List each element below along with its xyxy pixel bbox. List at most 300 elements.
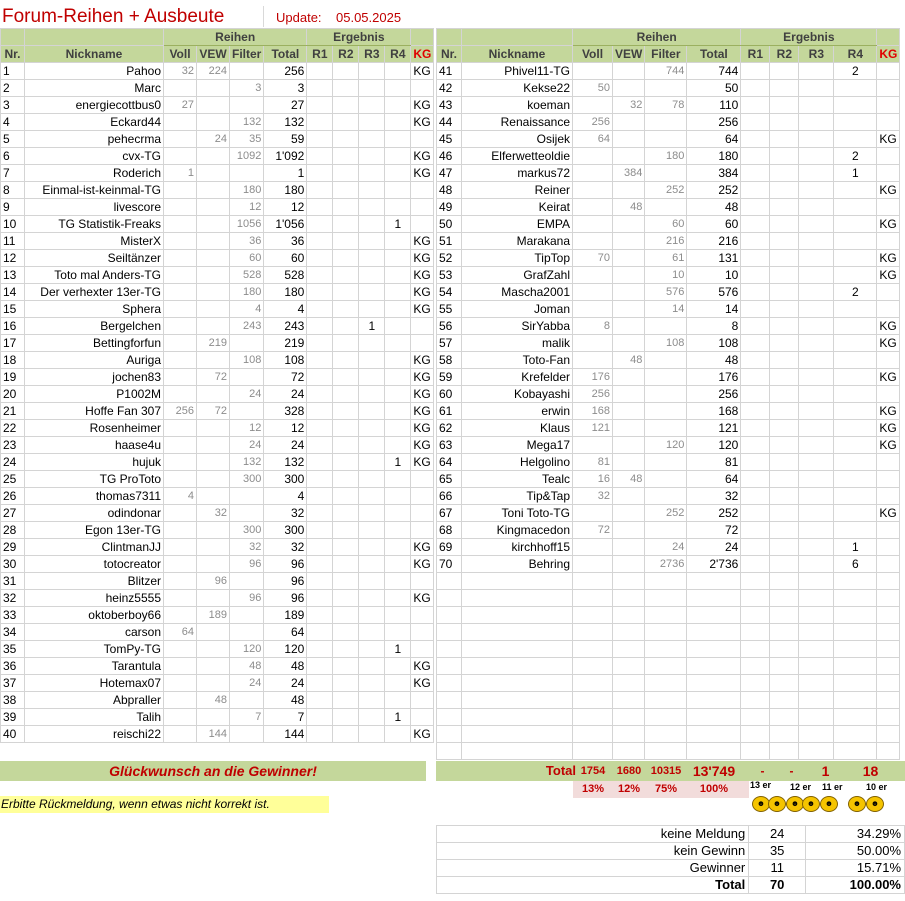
total-voll: 1754: [580, 765, 606, 777]
cell-r3: [359, 114, 385, 131]
cell-voll: [573, 437, 613, 454]
cell-r2: [770, 114, 799, 131]
cell-r1: [741, 148, 770, 165]
cell-vew: 224: [197, 63, 230, 80]
cell-filter: 108: [230, 352, 264, 369]
cell-r4: [385, 148, 411, 165]
cell-nick: TG ProToto: [25, 471, 164, 488]
cell-nick: Joman: [462, 301, 573, 318]
cell-kg: KG: [877, 403, 900, 420]
summary-count: 11: [749, 860, 806, 877]
summary-pct: 15.71%: [806, 860, 905, 877]
cell-r2: [333, 471, 359, 488]
totals-row: [436, 761, 905, 781]
empty-row: [437, 658, 900, 675]
empty-row: [437, 743, 900, 760]
cell-voll: 72: [573, 522, 613, 539]
cell-kg: KG: [877, 216, 900, 233]
cell-vew: [613, 284, 645, 301]
cell-r2: [770, 403, 799, 420]
cell-total: 1: [264, 165, 307, 182]
cell-voll: [164, 318, 197, 335]
cell-voll: [164, 692, 197, 709]
cell-nr: 22: [1, 420, 25, 437]
cell-kg: [411, 573, 434, 590]
cell-kg: KG: [411, 403, 434, 420]
cell-r2: [333, 97, 359, 114]
cell-voll: [164, 301, 197, 318]
cell-r3: [799, 420, 834, 437]
cell-total: 24: [264, 386, 307, 403]
cell-vew: 96: [197, 573, 230, 590]
cell-r2: [333, 590, 359, 607]
cell-r1: [307, 199, 333, 216]
cell-r2: [770, 539, 799, 556]
cell-r4: [834, 250, 877, 267]
cell-nr: 24: [1, 454, 25, 471]
cell-nick: hujuk: [25, 454, 164, 471]
cell-r1: [307, 97, 333, 114]
cell-total: 12: [264, 420, 307, 437]
cell-filter: 61: [645, 250, 687, 267]
cell-nick: GrafZahl: [462, 267, 573, 284]
cell-nr: 47: [437, 165, 462, 182]
empty-row: [437, 607, 900, 624]
cell-nick: MisterX: [25, 233, 164, 250]
right-table-body: [437, 63, 900, 760]
cell-r4: [834, 369, 877, 386]
12er-tag: 12 er: [790, 782, 812, 792]
summary-label: Total: [437, 877, 749, 894]
cell-voll: [573, 63, 613, 80]
cell-nr: 5: [1, 131, 25, 148]
cell-total: 96: [264, 590, 307, 607]
cell-filter: [230, 97, 264, 114]
percent-row: [573, 781, 749, 798]
cell-nick: Blitzer: [25, 573, 164, 590]
cell-vew: [197, 97, 230, 114]
cell-nick: odindonar: [25, 505, 164, 522]
left-standings-table: [0, 28, 434, 743]
table-row: [1, 420, 434, 437]
table-row: [1, 114, 434, 131]
cell-nr: 55: [437, 301, 462, 318]
total-r1: -: [760, 764, 765, 778]
cell-r3: [799, 114, 834, 131]
empty-row: [437, 641, 900, 658]
cell-total: 59: [264, 131, 307, 148]
cell-voll: [164, 539, 197, 556]
group-header-ergebnis: Ergebnis: [307, 29, 411, 46]
cell-r1: [307, 267, 333, 284]
cell-kg: KG: [877, 182, 900, 199]
cell-voll: [573, 505, 613, 522]
col-filter: Filter: [645, 46, 687, 63]
cell-r1: [741, 97, 770, 114]
col-r2: R2: [333, 46, 359, 63]
cell-vew: 48: [197, 692, 230, 709]
table-row: [437, 165, 900, 182]
cell-nick: Hotemax07: [25, 675, 164, 692]
cell-nr: 17: [1, 335, 25, 352]
cell-r1: [741, 131, 770, 148]
cell-kg: KG: [411, 250, 434, 267]
cell-vew: [197, 284, 230, 301]
cell-r4: [834, 505, 877, 522]
group-header-ergebnis: Ergebnis: [741, 29, 877, 46]
cell-r4: 2: [834, 284, 877, 301]
cell-filter: 3: [230, 80, 264, 97]
cell-r1: [307, 641, 333, 658]
cell-total: 180: [687, 148, 741, 165]
cell-r3: [359, 80, 385, 97]
cell-total: 120: [687, 437, 741, 454]
cell-r3: [359, 182, 385, 199]
cell-total: 4: [264, 301, 307, 318]
cell-vew: 48: [613, 352, 645, 369]
cell-r1: [307, 165, 333, 182]
cell-total: 3: [264, 80, 307, 97]
cell-vew: 72: [197, 369, 230, 386]
col-r4: R4: [834, 46, 877, 63]
cell-voll: [164, 250, 197, 267]
cell-nr: 28: [1, 522, 25, 539]
cell-nr: 27: [1, 505, 25, 522]
cell-nick: Kobayashi: [462, 386, 573, 403]
table-row: [1, 488, 434, 505]
cell-r2: [333, 488, 359, 505]
cell-total: 132: [264, 114, 307, 131]
table-row: [1, 182, 434, 199]
cell-total: 256: [687, 114, 741, 131]
table-row: [1, 369, 434, 386]
cell-r3: [359, 624, 385, 641]
cell-voll: [164, 216, 197, 233]
cell-filter: 744: [645, 63, 687, 80]
cell-nr: 39: [1, 709, 25, 726]
cell-kg: KG: [411, 165, 434, 182]
cell-kg: [877, 199, 900, 216]
col-vew: VEW: [197, 46, 230, 63]
cell-total: 1'092: [264, 148, 307, 165]
cell-nr: 46: [437, 148, 462, 165]
cell-total: 252: [687, 505, 741, 522]
cell-r4: [385, 114, 411, 131]
cell-nr: 41: [437, 63, 462, 80]
cell-r2: [333, 726, 359, 743]
cell-r1: [741, 284, 770, 301]
12er-smiley-icon: ☻: [786, 796, 804, 812]
cell-r4: [834, 403, 877, 420]
cell-r2: [333, 335, 359, 352]
cell-filter: 180: [230, 182, 264, 199]
cell-filter: 180: [230, 284, 264, 301]
cell-r2: [770, 454, 799, 471]
total-total: 13'749: [692, 763, 736, 779]
cell-r1: [741, 165, 770, 182]
cell-nick: Einmal-ist-keinmal-TG: [25, 182, 164, 199]
cell-kg: KG: [411, 267, 434, 284]
cell-vew: [197, 80, 230, 97]
cell-nr: 1: [1, 63, 25, 80]
cell-r3: [799, 216, 834, 233]
cell-kg: KG: [877, 267, 900, 284]
cell-nick: EMPA: [462, 216, 573, 233]
cell-total: 121: [687, 420, 741, 437]
cell-voll: [164, 267, 197, 284]
cell-filter: [230, 403, 264, 420]
cell-total: 96: [264, 556, 307, 573]
cell-voll: [164, 80, 197, 97]
cell-r4: [834, 233, 877, 250]
cell-r3: [359, 403, 385, 420]
cell-nick: oktoberboy66: [25, 607, 164, 624]
cell-total: 132: [264, 454, 307, 471]
cell-nick: Bergelchen: [25, 318, 164, 335]
cell-filter: [230, 335, 264, 352]
cell-r2: [333, 420, 359, 437]
cell-r2: [770, 488, 799, 505]
cell-r4: [385, 692, 411, 709]
table-row: [437, 114, 900, 131]
summary-pct: 50.00%: [806, 843, 905, 860]
cell-voll: [164, 709, 197, 726]
cell-vew: [197, 471, 230, 488]
cell-voll: [164, 505, 197, 522]
cell-r2: [770, 318, 799, 335]
cell-vew: [197, 675, 230, 692]
cell-nick: heinz5555: [25, 590, 164, 607]
table-row: [1, 709, 434, 726]
cell-filter: 120: [230, 641, 264, 658]
table-row: [1, 726, 434, 743]
cell-nr: 67: [437, 505, 462, 522]
cell-r1: [307, 284, 333, 301]
cell-r1: [741, 471, 770, 488]
cell-vew: [197, 301, 230, 318]
cell-vew: [197, 216, 230, 233]
cell-total: 256: [687, 386, 741, 403]
cell-vew: [197, 420, 230, 437]
cell-r4: [834, 522, 877, 539]
cell-vew: [613, 369, 645, 386]
cell-voll: 70: [573, 250, 613, 267]
cell-voll: [164, 420, 197, 437]
table-row: [1, 267, 434, 284]
cell-r1: [307, 233, 333, 250]
cell-r2: [770, 267, 799, 284]
table-row: [1, 505, 434, 522]
cell-r4: 2: [834, 148, 877, 165]
table-row: [1, 352, 434, 369]
cell-vew: 48: [613, 199, 645, 216]
group-header-reihen: Reihen: [573, 29, 741, 46]
cell-r3: [359, 709, 385, 726]
cell-r4: [834, 318, 877, 335]
cell-r2: [770, 182, 799, 199]
cell-voll: 64: [164, 624, 197, 641]
table-row: [437, 216, 900, 233]
total-r4: 18: [862, 763, 879, 779]
cell-vew: 48: [613, 471, 645, 488]
cell-vew: [197, 318, 230, 335]
cell-r3: [799, 556, 834, 573]
cell-total: 32: [687, 488, 741, 505]
cell-nr: 43: [437, 97, 462, 114]
cell-nick: markus72: [462, 165, 573, 182]
cell-r2: [333, 352, 359, 369]
cell-filter: 24: [230, 437, 264, 454]
cell-kg: KG: [411, 284, 434, 301]
10er-smiley-icon-2: ☻: [866, 796, 884, 812]
cell-nr: 64: [437, 454, 462, 471]
cell-kg: [411, 488, 434, 505]
cell-r3: [799, 131, 834, 148]
cell-nick: pehecrma: [25, 131, 164, 148]
cell-r2: [333, 165, 359, 182]
cell-nr: 30: [1, 556, 25, 573]
cell-r2: [770, 233, 799, 250]
cell-r3: [359, 539, 385, 556]
cell-nr: 37: [1, 675, 25, 692]
cell-vew: [197, 267, 230, 284]
table-row: [437, 352, 900, 369]
cell-nr: 10: [1, 216, 25, 233]
cell-total: 10: [687, 267, 741, 284]
cell-r4: [385, 675, 411, 692]
cell-filter: 24: [230, 675, 264, 692]
cell-total: 110: [687, 97, 741, 114]
cell-nick: Tarantula: [25, 658, 164, 675]
cell-r1: [741, 539, 770, 556]
12er-smiley-icon-2: ☻: [802, 796, 820, 812]
cell-kg: KG: [877, 131, 900, 148]
cell-total: 144: [264, 726, 307, 743]
cell-filter: [645, 403, 687, 420]
cell-vew: [197, 199, 230, 216]
cell-voll: 4: [164, 488, 197, 505]
cell-total: 528: [264, 267, 307, 284]
table-row: [1, 165, 434, 182]
cell-nick: Egon 13er-TG: [25, 522, 164, 539]
cell-total: 32: [264, 539, 307, 556]
col-total: Total: [687, 46, 741, 63]
table-row: [437, 233, 900, 250]
cell-vew: [197, 165, 230, 182]
cell-kg: [877, 114, 900, 131]
cell-kg: KG: [411, 539, 434, 556]
cell-nr: 29: [1, 539, 25, 556]
cell-filter: 243: [230, 318, 264, 335]
cell-total: 14: [687, 301, 741, 318]
summary-pct: 100.00%: [806, 877, 905, 894]
cell-r1: [307, 522, 333, 539]
empty-row: [437, 675, 900, 692]
cell-r1: [741, 216, 770, 233]
table-row: [437, 80, 900, 97]
cell-nick: totocreator: [25, 556, 164, 573]
cell-filter: [645, 165, 687, 182]
cell-filter: [230, 624, 264, 641]
empty-row: [437, 624, 900, 641]
cell-nr: 51: [437, 233, 462, 250]
table-row: [1, 131, 434, 148]
cell-r1: [741, 454, 770, 471]
cell-nick: Rosenheimer: [25, 420, 164, 437]
cell-r3: [799, 352, 834, 369]
summary-pct: 34.29%: [806, 826, 905, 843]
cell-r3: [359, 590, 385, 607]
cell-r1: [307, 403, 333, 420]
table-row: [1, 318, 434, 335]
cell-r4: [834, 437, 877, 454]
table-row: [1, 658, 434, 675]
cell-r1: [741, 267, 770, 284]
table-row: [1, 437, 434, 454]
cell-r2: [333, 522, 359, 539]
cell-kg: [877, 63, 900, 80]
cell-voll: 32: [573, 488, 613, 505]
cell-nr: 18: [1, 352, 25, 369]
cell-kg: [411, 199, 434, 216]
cell-r4: [385, 607, 411, 624]
cell-nick: Kekse22: [462, 80, 573, 97]
cell-r1: [741, 437, 770, 454]
cell-r4: 1: [834, 539, 877, 556]
cell-r2: [333, 318, 359, 335]
cell-vew: [197, 352, 230, 369]
cell-nick: Renaissance: [462, 114, 573, 131]
cell-nr: 3: [1, 97, 25, 114]
cell-filter: [645, 471, 687, 488]
cell-r3: [359, 505, 385, 522]
cell-filter: 180: [645, 148, 687, 165]
table-row: [437, 182, 900, 199]
cell-r4: [834, 131, 877, 148]
cell-r2: [333, 301, 359, 318]
cell-r3: [359, 335, 385, 352]
table-row: [437, 505, 900, 522]
cell-r3: [799, 471, 834, 488]
table-row: [437, 539, 900, 556]
cell-nr: 32: [1, 590, 25, 607]
11er-tag: 11 er: [822, 782, 843, 792]
table-row: [1, 624, 434, 641]
cell-r4: [385, 131, 411, 148]
cell-r4: [385, 199, 411, 216]
cell-voll: 168: [573, 403, 613, 420]
cell-r1: [307, 216, 333, 233]
cell-total: 256: [264, 63, 307, 80]
cell-nick: Mega17: [462, 437, 573, 454]
cell-filter: 32: [230, 539, 264, 556]
cell-r3: [799, 403, 834, 420]
total-filter: 10315: [650, 765, 682, 777]
page-title: Forum-Reihen + Ausbeute: [2, 6, 225, 27]
cell-nr: 11: [1, 233, 25, 250]
cell-nick: Abpraller: [25, 692, 164, 709]
cell-filter: 35: [230, 131, 264, 148]
cell-r2: [333, 148, 359, 165]
cell-r3: [359, 386, 385, 403]
cell-vew: [197, 624, 230, 641]
table-row: [437, 131, 900, 148]
cell-r3: [359, 437, 385, 454]
cell-r3: [359, 692, 385, 709]
cell-filter: [230, 692, 264, 709]
table-row: [437, 250, 900, 267]
table-row: [1, 675, 434, 692]
